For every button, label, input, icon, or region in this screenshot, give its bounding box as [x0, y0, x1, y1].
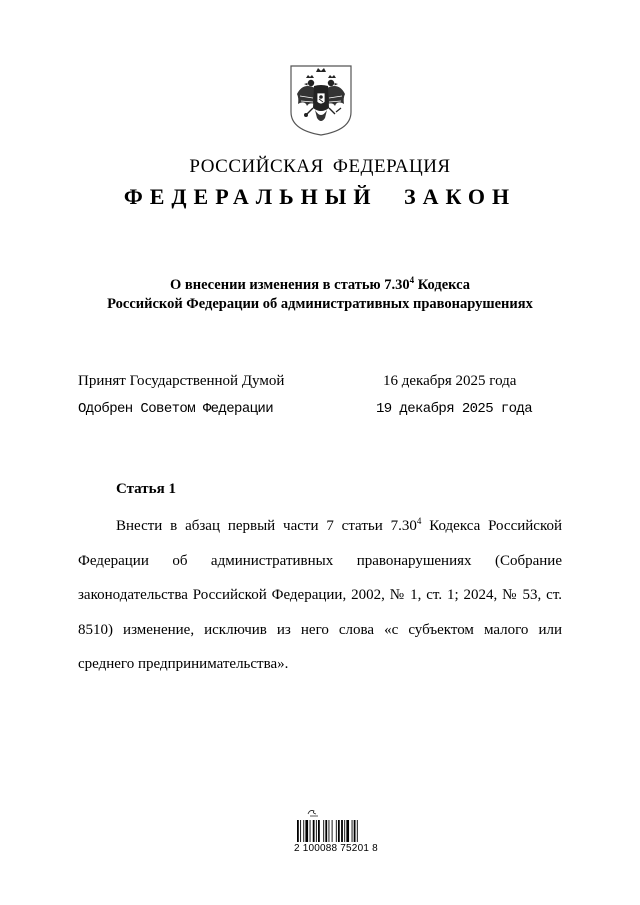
- article-text: Внести в абзац первый части 7 статьи 7.30$^4$ Кодекса Российской Федерации об административных правонарушениях (Собрание законодательства Российской Федерации, 2002, № 1, ст. 1; 2024, № 53, ст. 8510) изменение, исключив из него слова «с субъектом малого или среднего предпринимательства».: [78, 516, 562, 672]
- country-name: РОССИЙСКАЯ ФЕДЕРАЦИЯ: [189, 156, 451, 177]
- heading-line-1: О внесении изменения в статью 7.30$^4$ Кодекса: [169, 275, 471, 293]
- law-heading: [0, 276, 640, 314]
- law-type-title: ФЕДЕРАЛЬНЫЙ ЗАКОН: [123, 184, 517, 209]
- approved-label: Одобрен Советом Федерации: [78, 401, 274, 417]
- barcode-graphic: [294, 808, 380, 844]
- adopted-date: 16 декабря 2025 года: [383, 373, 517, 389]
- double-headed-eagle-icon: [289, 64, 353, 137]
- barcode-number: 2 100088 75201 8: [294, 843, 378, 854]
- state-emblem: [289, 64, 353, 137]
- heading-line-2: Российской Федерации об административных правонарушениях: [107, 296, 533, 312]
- approved-date: 19 декабря 2025 года: [376, 401, 533, 417]
- article-title: Статья 1: [116, 481, 176, 497]
- adopted-label: Принят Государственной Думой: [78, 373, 285, 389]
